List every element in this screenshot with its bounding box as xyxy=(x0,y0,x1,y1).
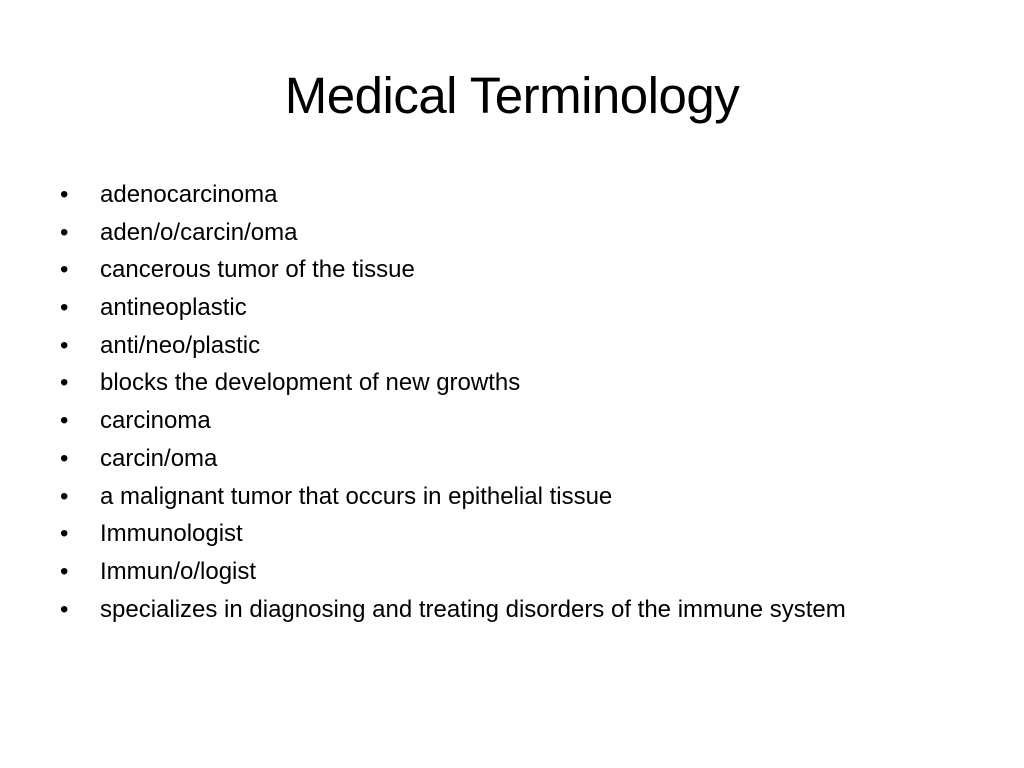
bullet-text: antineoplastic xyxy=(100,294,247,322)
bullet-text: Immunologist xyxy=(100,520,243,548)
bullet-icon: • xyxy=(60,444,69,472)
bullet-icon: • xyxy=(60,407,69,435)
bullet-item-antineoplastic xyxy=(0,293,1024,323)
bullet-text: blocks the development of new growths xyxy=(100,369,521,397)
bullet-item-immunologist xyxy=(0,519,1024,549)
bullet-icon: • xyxy=(60,520,69,548)
bullet-text: specializes in diagnosing and treating disorders of the immune system xyxy=(100,595,846,623)
bullet-item-carcinoma-parts xyxy=(0,444,1024,474)
bullet-icon: • xyxy=(60,482,69,510)
bullet-text: adenocarcinoma xyxy=(100,181,278,208)
bullet-icon: • xyxy=(60,595,69,623)
bullet-icon: • xyxy=(60,294,69,322)
bullet-icon: • xyxy=(60,331,69,359)
bullet-item-immunologist-parts xyxy=(0,557,1024,587)
bullet-item-immunologist-definition xyxy=(0,595,1024,625)
bullet-text: carcin/oma xyxy=(100,444,218,472)
bullet-text: anti/neo/plastic xyxy=(100,331,261,359)
bullet-list xyxy=(0,180,1024,632)
bullet-text: aden/o/carcin/oma xyxy=(100,218,298,246)
bullet-text: carcinoma xyxy=(100,407,211,435)
bullet-text: Immun/o/logist xyxy=(100,557,257,585)
slide-title: Medical Terminology xyxy=(284,67,740,124)
bullet-item-antineoplastic-parts xyxy=(0,331,1024,361)
bullet-text: a malignant tumor that occurs in epithelial tissue xyxy=(100,482,613,510)
bullet-item-adenocarcinoma-parts xyxy=(0,218,1024,248)
bullet-icon: • xyxy=(60,557,69,585)
bullet-icon: • xyxy=(60,369,69,397)
bullet-icon: • xyxy=(60,181,69,208)
bullet-text: cancerous tumor of the tissue xyxy=(100,256,415,284)
bullet-item-adenocarcinoma-definition xyxy=(0,255,1024,285)
bullet-icon: • xyxy=(60,256,69,284)
bullet-icon: • xyxy=(60,218,69,246)
bullet-item-carcinoma-definition xyxy=(0,482,1024,512)
bullet-item-carcinoma xyxy=(0,406,1024,436)
bullet-item-antineoplastic-definition xyxy=(0,368,1024,398)
bullet-item-adenocarcinoma xyxy=(0,180,1024,210)
